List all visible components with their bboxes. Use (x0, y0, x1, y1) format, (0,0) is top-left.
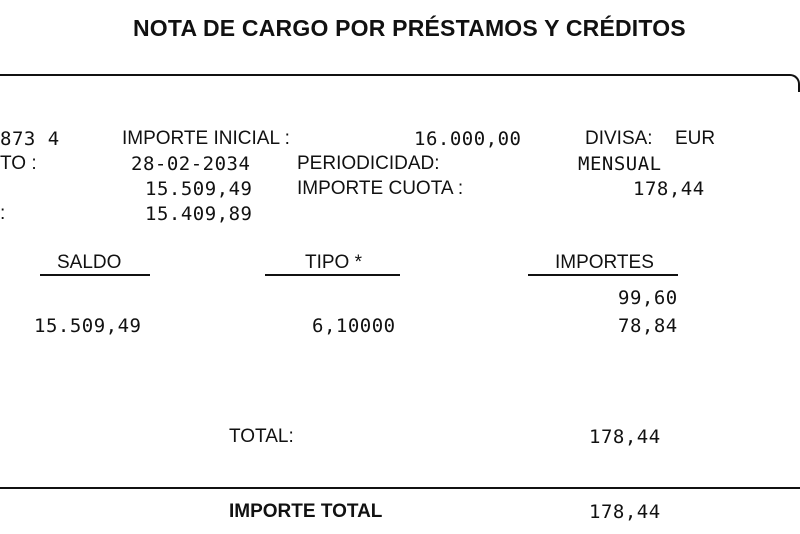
tipo-column-header: TIPO * (305, 252, 363, 273)
importe-row-1: 99,60 (618, 287, 678, 309)
importe-total-value: 178,44 (589, 501, 661, 523)
importe-cuota-label: IMPORTE CUOTA : (297, 178, 464, 199)
divisa-value: EUR (675, 128, 716, 149)
periodicidad-value: MENSUAL (578, 153, 662, 175)
total-label: TOTAL: (229, 426, 294, 447)
saldo-row-2: 15.509,49 (34, 315, 142, 337)
importe-inicial-label: IMPORTE INICIAL : (122, 128, 290, 149)
saldo-anterior-value: 15.509,49 (145, 178, 253, 200)
importes-header-underline (528, 274, 678, 276)
vencimiento-value: 28-02-2034 (131, 153, 251, 175)
saldo-header-underline (40, 274, 150, 276)
periodicidad-label: PERIODICIDAD: (297, 153, 440, 174)
importes-column-header: IMPORTES (555, 252, 654, 273)
tipo-header-underline (265, 274, 400, 276)
importe-total-label: IMPORTE TOTAL (229, 501, 383, 522)
saldo-column-header: SALDO (57, 252, 122, 273)
account-fragment: 873 4 (0, 128, 60, 150)
box-bottom-border (0, 487, 800, 489)
saldo-posterior-value: 15.409,89 (145, 203, 253, 225)
box-top-border (0, 74, 786, 76)
saldo-posterior-label-fragment: : (0, 203, 6, 224)
importe-inicial-value: 16.000,00 (414, 128, 522, 150)
vencimiento-label-fragment: TO : (0, 153, 37, 174)
divisa-label: DIVISA: (585, 128, 653, 149)
document-title: NOTA DE CARGO POR PRÉSTAMOS Y CRÉDITOS (133, 15, 686, 41)
importe-row-2: 78,84 (618, 315, 678, 337)
box-corner (782, 74, 800, 92)
importe-cuota-value: 178,44 (633, 178, 705, 200)
total-value: 178,44 (589, 426, 661, 448)
tipo-row-2: 6,10000 (312, 315, 396, 337)
